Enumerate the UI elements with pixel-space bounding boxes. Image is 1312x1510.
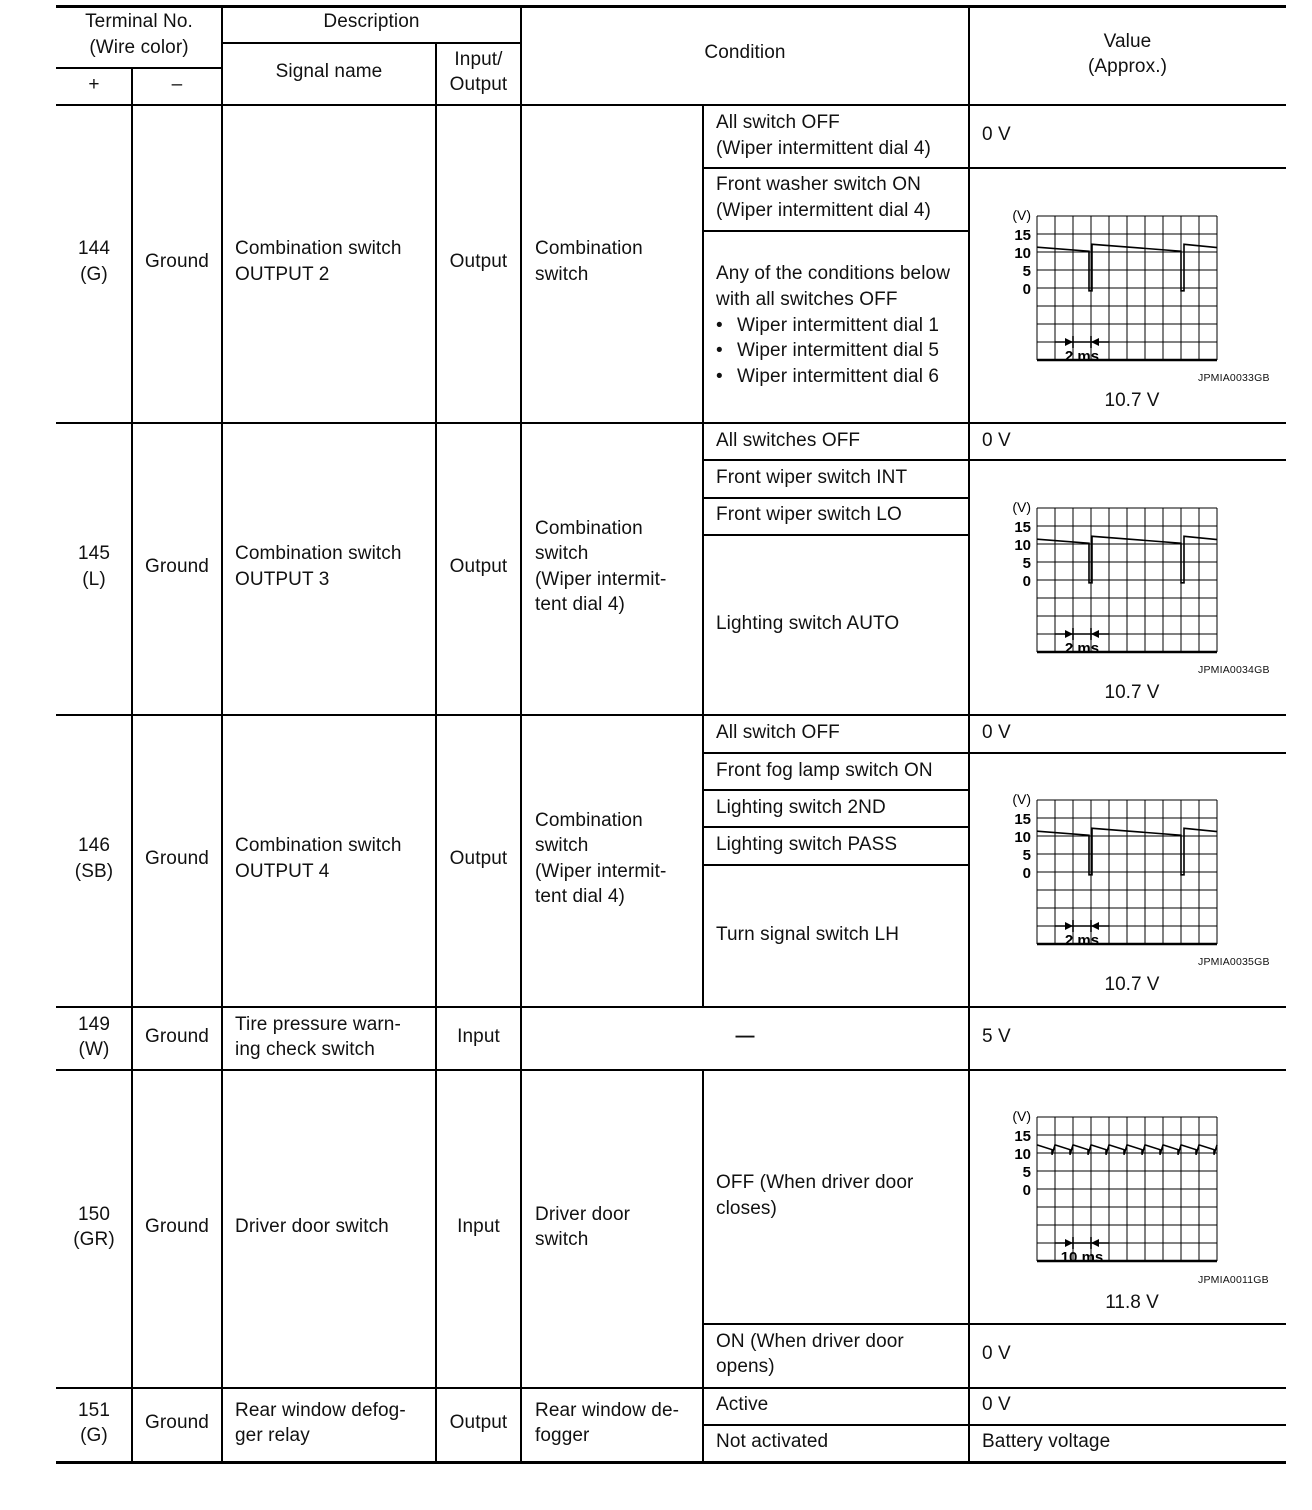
header-condition: Condition bbox=[704, 42, 786, 63]
condition-main-2: switch bbox=[535, 835, 589, 856]
subcondition-detail: closes) bbox=[716, 1198, 777, 1219]
io-direction: Output bbox=[449, 1412, 508, 1433]
header-wire-color: (Wire color) bbox=[89, 37, 189, 58]
condition-main-4: tent dial 4) bbox=[535, 594, 625, 615]
arrow-left-icon bbox=[1091, 922, 1099, 930]
condition-main: Rear window de- bbox=[535, 1400, 680, 1421]
subcondition-detail: (Wiper intermittent dial 4) bbox=[716, 200, 931, 221]
minus-terminal: Ground bbox=[145, 1216, 209, 1237]
y-tick-label: 10 bbox=[1014, 1146, 1031, 1163]
header-value-1: Value bbox=[1103, 31, 1152, 52]
time-scale-label: 10 ms bbox=[1060, 1249, 1104, 1266]
signal-name-2: OUTPUT 3 bbox=[235, 569, 330, 590]
value-text: Battery voltage bbox=[982, 1431, 1111, 1452]
bullet-item: Wiper intermittent dial 5 bbox=[737, 340, 940, 361]
condition-main-2: switch bbox=[535, 264, 589, 285]
waveform-value: 10.7 V bbox=[1104, 974, 1160, 995]
condition-main: Driver door bbox=[535, 1204, 631, 1225]
y-axis-unit: (V) bbox=[1012, 207, 1031, 223]
waveform-chart bbox=[1000, 204, 1230, 369]
signal-name: Rear window defog- bbox=[235, 1400, 406, 1421]
condition-main-4: tent dial 4) bbox=[535, 886, 625, 907]
minus-terminal: Ground bbox=[145, 556, 209, 577]
wire-color: (W) bbox=[78, 1039, 110, 1060]
subcondition: Lighting switch 2ND bbox=[716, 797, 886, 818]
subcondition: Not activated bbox=[716, 1431, 829, 1452]
y-tick-label: 5 bbox=[1022, 555, 1031, 572]
subcondition: Any of the conditions below bbox=[716, 263, 951, 284]
y-tick-label: 15 bbox=[1014, 811, 1031, 828]
subcondition: All switches OFF bbox=[716, 430, 861, 451]
terminal-number: 150 bbox=[77, 1204, 110, 1225]
subcondition: ON (When driver door bbox=[716, 1331, 904, 1352]
condition-main: Combination bbox=[535, 238, 643, 259]
condition-main-2: switch bbox=[535, 1229, 589, 1250]
value-text: 5 V bbox=[982, 1026, 1011, 1047]
subcondition: Active bbox=[716, 1394, 769, 1415]
subcondition: Lighting switch PASS bbox=[716, 834, 898, 855]
bullet-item: Wiper intermittent dial 6 bbox=[737, 366, 940, 387]
header-terminal: Terminal No. bbox=[85, 11, 193, 32]
bullet: • bbox=[716, 315, 723, 336]
header-minus: – bbox=[171, 74, 183, 95]
header-signal-name: Signal name bbox=[275, 61, 383, 82]
wire-color: (SB) bbox=[74, 861, 114, 882]
y-tick-label: 10 bbox=[1014, 245, 1031, 262]
subcondition: Front wiper switch LO bbox=[716, 504, 902, 525]
waveform-chart bbox=[1000, 1105, 1230, 1270]
waveform-chart bbox=[1000, 496, 1230, 661]
arrow-left-icon bbox=[1091, 338, 1099, 346]
subcondition: Lighting switch AUTO bbox=[716, 613, 900, 634]
y-tick-label: 0 bbox=[1022, 281, 1031, 298]
io-direction: Input bbox=[457, 1216, 500, 1237]
terminal-number: 145 bbox=[77, 543, 110, 564]
signal-name-2: OUTPUT 4 bbox=[235, 861, 330, 882]
subcondition: OFF (When driver door bbox=[716, 1172, 914, 1193]
subcondition: Front wiper switch INT bbox=[716, 467, 908, 488]
bullet: • bbox=[716, 366, 723, 387]
waveform-value: 11.8 V bbox=[1105, 1292, 1159, 1313]
minus-terminal: Ground bbox=[145, 848, 209, 869]
y-tick-label: 15 bbox=[1014, 227, 1031, 244]
terminal-number: 146 bbox=[77, 835, 110, 856]
header-io-2: Output bbox=[449, 74, 508, 95]
io-direction: Output bbox=[449, 251, 508, 272]
y-tick-label: 5 bbox=[1022, 263, 1031, 280]
io-direction: Input bbox=[457, 1026, 500, 1047]
subcondition-detail: opens) bbox=[716, 1356, 775, 1377]
io-direction: Output bbox=[449, 848, 508, 869]
y-tick-label: 15 bbox=[1014, 519, 1031, 536]
signal-name: Combination switch bbox=[235, 835, 402, 856]
minus-terminal: Ground bbox=[145, 1026, 209, 1047]
signal-name: Combination switch bbox=[235, 238, 402, 259]
y-tick-label: 5 bbox=[1022, 847, 1031, 864]
value-text: 0 V bbox=[982, 1343, 1011, 1364]
header-value-2: (Approx.) bbox=[1087, 56, 1168, 77]
subcondition: All switch OFF bbox=[716, 722, 840, 743]
value-text: 0 V bbox=[982, 722, 1011, 743]
y-axis-unit: (V) bbox=[1012, 791, 1031, 807]
wire-color: (G) bbox=[80, 264, 108, 285]
time-scale-label: 2 ms bbox=[1064, 932, 1100, 949]
y-axis-unit: (V) bbox=[1012, 499, 1031, 515]
figure-code: JPMIA0034GB bbox=[1198, 664, 1270, 676]
wire-color: (G) bbox=[80, 1425, 108, 1446]
io-direction: Output bbox=[449, 556, 508, 577]
y-tick-label: 10 bbox=[1014, 537, 1031, 554]
arrow-left-icon bbox=[1091, 630, 1099, 638]
wire-color: (GR) bbox=[73, 1229, 115, 1250]
waveform-value: 10.7 V bbox=[1104, 390, 1160, 411]
y-axis-unit: (V) bbox=[1012, 1108, 1031, 1124]
waveform-value: 10.7 V bbox=[1104, 682, 1160, 703]
subcondition-detail: (Wiper intermittent dial 4) bbox=[716, 138, 931, 159]
signal-name: Tire pressure warn- bbox=[235, 1014, 401, 1035]
bullet-item: Wiper intermittent dial 1 bbox=[737, 315, 940, 336]
header-description: Description bbox=[323, 11, 420, 32]
y-tick-label: 0 bbox=[1022, 1182, 1031, 1199]
signal-name: Combination switch bbox=[235, 543, 402, 564]
y-tick-label: 10 bbox=[1014, 829, 1031, 846]
condition-main-2: fogger bbox=[535, 1425, 590, 1446]
arrow-right-icon bbox=[1065, 338, 1073, 346]
header-plus: + bbox=[88, 74, 100, 95]
signal-name-2: ing check switch bbox=[235, 1039, 375, 1060]
y-tick-label: 0 bbox=[1022, 573, 1031, 590]
subcondition: Front fog lamp switch ON bbox=[716, 760, 933, 781]
condition-main-3: (Wiper intermit- bbox=[535, 861, 667, 882]
condition-main-3: (Wiper intermit- bbox=[535, 569, 667, 590]
bullet: • bbox=[716, 340, 723, 361]
arrow-right-icon bbox=[1065, 922, 1073, 930]
figure-code: JPMIA0033GB bbox=[1198, 372, 1270, 384]
signal-name-2: ger relay bbox=[235, 1425, 310, 1446]
condition-main-2: switch bbox=[535, 543, 589, 564]
y-tick-label: 5 bbox=[1022, 1164, 1031, 1181]
figure-code: JPMIA0035GB bbox=[1198, 956, 1270, 968]
subcondition-detail: with all switches OFF bbox=[716, 289, 898, 310]
arrow-left-icon bbox=[1091, 1239, 1099, 1247]
subcondition: Front washer switch ON bbox=[716, 174, 921, 195]
minus-terminal: Ground bbox=[145, 1412, 209, 1433]
condition-main: Combination bbox=[535, 518, 643, 539]
terminal-number: 144 bbox=[77, 238, 110, 259]
signal-name: Driver door switch bbox=[235, 1216, 389, 1237]
value-text: 0 V bbox=[982, 430, 1011, 451]
value-text: 0 V bbox=[982, 1394, 1011, 1415]
waveform-chart bbox=[1000, 788, 1230, 953]
signal-name-2: OUTPUT 2 bbox=[235, 264, 330, 285]
subcondition: Turn signal switch LH bbox=[716, 924, 900, 945]
minus-terminal: Ground bbox=[145, 251, 209, 272]
header-io-1: Input/ bbox=[454, 49, 503, 70]
subcondition: All switch OFF bbox=[716, 112, 840, 133]
y-tick-label: 0 bbox=[1022, 865, 1031, 882]
arrow-right-icon bbox=[1065, 630, 1073, 638]
terminal-number: 151 bbox=[77, 1400, 110, 1421]
y-tick-label: 15 bbox=[1014, 1128, 1031, 1145]
condition-none-dash: — bbox=[735, 1026, 755, 1047]
time-scale-label: 2 ms bbox=[1064, 640, 1100, 657]
arrow-right-icon bbox=[1065, 1239, 1073, 1247]
figure-code: JPMIA0011GB bbox=[1198, 1274, 1269, 1286]
terminal-number: 149 bbox=[77, 1014, 110, 1035]
value-text: 0 V bbox=[982, 124, 1011, 145]
wire-color: (L) bbox=[82, 569, 106, 590]
condition-main: Combination bbox=[535, 810, 643, 831]
time-scale-label: 2 ms bbox=[1064, 348, 1100, 365]
